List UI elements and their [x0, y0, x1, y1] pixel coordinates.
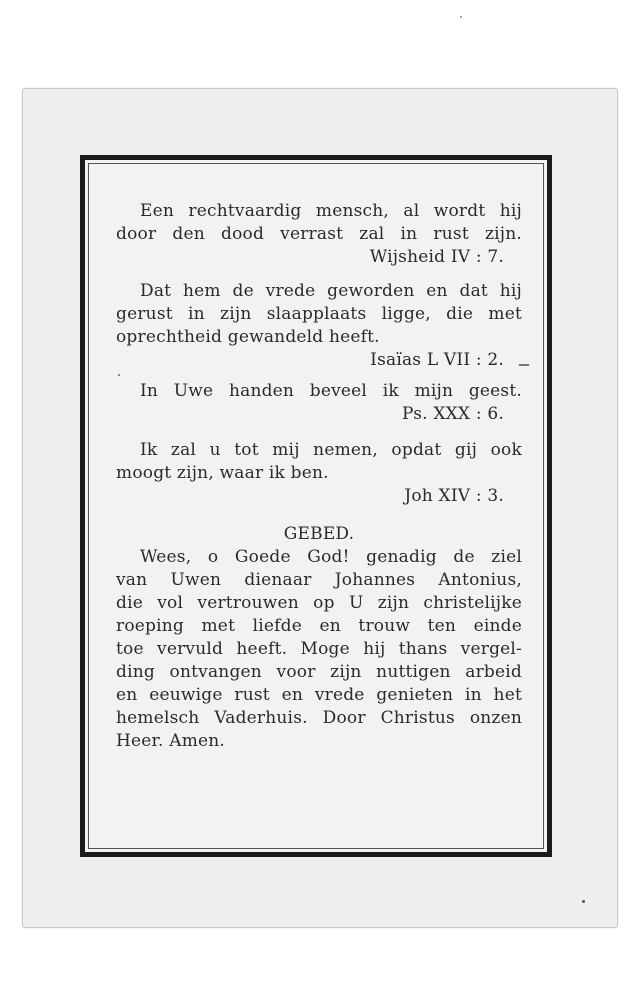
prayer-title: GEBED.: [283, 524, 355, 544]
verse-line: In Uwe handen beveel ik mijn geest.: [140, 381, 522, 401]
verse-reference: Wijsheid IV : 7.: [369, 247, 504, 267]
prayer-section: [116, 523, 522, 753]
verse-reference: Joh XIV : 3.: [404, 486, 504, 506]
prayer-line: hemelsch Vaderhuis. Door Christus onzen: [116, 708, 522, 728]
verse-line: Dat hem de vrede geworden en dat hij: [140, 281, 522, 301]
verse-john: [116, 439, 522, 508]
prayer-line: Heer. Amen.: [116, 731, 226, 751]
verse-reference: Isaïas L VII : 2.: [370, 350, 504, 370]
prayer-line: ding ontvangen voor zijn nuttigen arbeid: [116, 662, 522, 682]
verse-line: door den dood verrast zal in rust zijn.: [116, 224, 522, 244]
verse-isaiah: [116, 280, 522, 372]
paper-speck: [460, 16, 462, 18]
verse-line: Een rechtvaardig mensch, al wordt hij: [140, 201, 522, 221]
prayer-line: die vol vertrouwen op U zijn christelijke: [116, 593, 522, 613]
verse-wisdom: [116, 200, 522, 269]
prayer-line: roeping met liefde en trouw ten einde: [116, 616, 522, 636]
prayer-line: van Uwen dienaar Johannes Antonius,: [116, 570, 522, 590]
verse-line: moogt zijn, waar ik ben.: [116, 463, 329, 483]
verse-reference: Ps. XXX : 6.: [402, 404, 504, 424]
prayer-line: en eeuwige rust en vrede genieten in het: [116, 685, 522, 705]
verse-psalm: [116, 380, 522, 426]
verse-line: oprechtheid gewandeld heeft.: [116, 327, 380, 347]
paper-speck: [118, 374, 120, 376]
verse-line: gerust in zijn slaapplaats ligge, die met: [116, 304, 522, 324]
paper-speck: [582, 900, 585, 903]
prayer-line: Wees, o Goede God! genadig de ziel: [140, 547, 522, 567]
verse-line: Ik zal u tot mij nemen, opdat gij ook: [140, 440, 522, 460]
prayer-line: toe vervuld heeft. Moge hij thans vergel-: [116, 639, 522, 659]
